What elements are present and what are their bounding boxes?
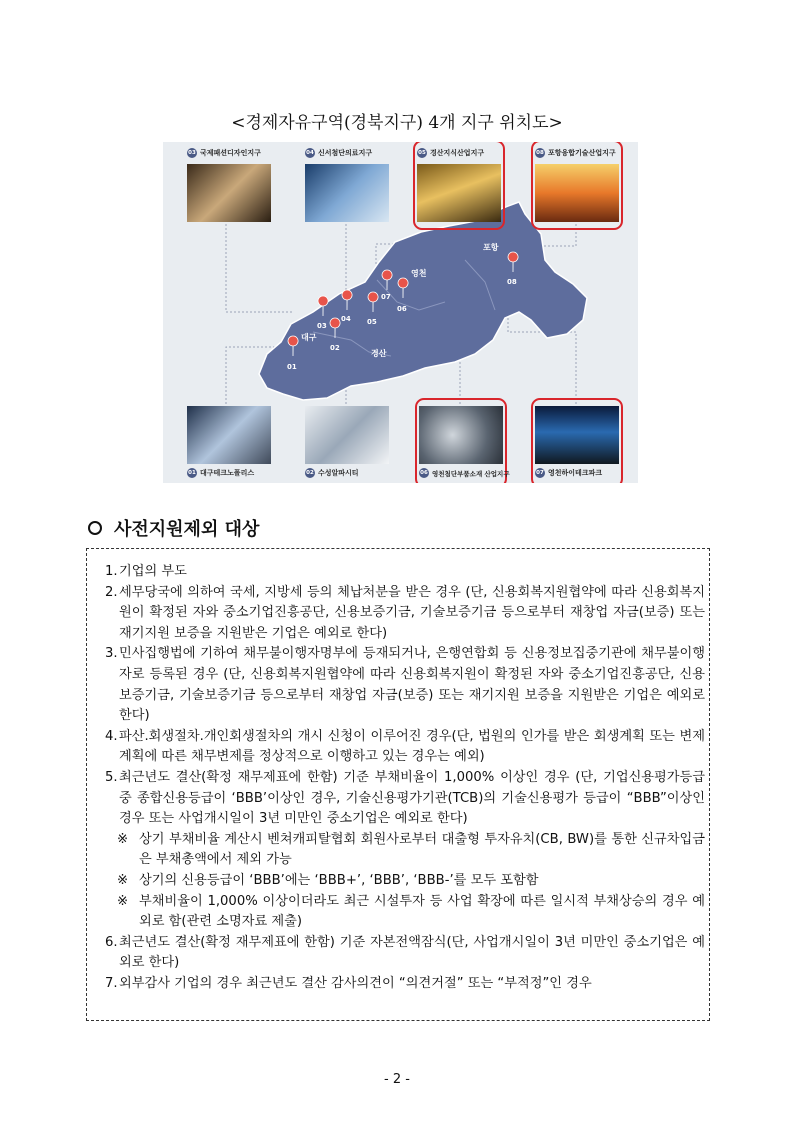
map-label-pohang: 포항 xyxy=(483,243,499,252)
sunset-photo xyxy=(535,164,619,222)
pin-label-06: 06 xyxy=(397,305,407,313)
section-heading xyxy=(88,515,259,541)
pin-label-07: 07 xyxy=(381,293,391,301)
pin-label-01: 01 xyxy=(287,363,297,371)
list-item: 4. 파산.회생절차.개인회생절차의 개시 신청이 이루어진 경우(단, 법원의 인가를 받은 회생계획 또는 변제계획에 따른 채무변제를 정상적으로 이행하고 있는 경우는 예외) xyxy=(105,728,705,765)
district-card-02: 02 수성알파시티 xyxy=(305,402,389,483)
map-label-daegu: 대구 xyxy=(301,333,317,342)
district-card-01: 01 대구테크노폴리스 xyxy=(187,402,271,483)
circle-bullet-icon xyxy=(88,521,102,535)
district-card-08: 08 포항융합기술산업지구 xyxy=(535,144,619,226)
list-item: 1. 기업의 부도 xyxy=(105,564,187,579)
office-photo xyxy=(305,406,389,464)
cockpit-photo xyxy=(535,406,619,464)
district-card-04: 04 신서첨단의료지구 xyxy=(305,144,389,226)
pin-label-08: 08 xyxy=(507,278,517,286)
figure-title: <경제자유구역(경북지구) 4개 지구 위치도> xyxy=(231,113,563,133)
district-card-05: 05 경산지식산업지구 xyxy=(417,144,501,226)
fashion-photo xyxy=(187,164,271,222)
pin-label-05: 05 xyxy=(367,318,377,326)
stadium-photo xyxy=(417,164,501,222)
district-card-03: 03 국제패션디자인지구 xyxy=(187,144,271,226)
section-title: 사전지원제외 대상 xyxy=(114,519,260,540)
list-item: 2. 세무당국에 의하여 국세, 지방세 등의 체납처분을 받은 경우 (단, 신용회복지원협약에 따라 신용회복지원이 확정된 자와 중소기업진흥공단, 신용보증기금, 기술보증기금 등으로부터 재창업 자금(보증) 또는 재기지원 보증을 지원받은 기업은 예외로 한다) xyxy=(105,584,705,641)
list-item: 7. 외부감사 기업의 경우 최근년도 결산 감사의견이 “의견거절” 또는 “부적정”인 경우 xyxy=(105,975,592,991)
map-label-gyeongsan: 경산 xyxy=(371,349,387,358)
pin-label-03: 03 xyxy=(317,322,327,330)
list-item: 3. 민사집행법에 기하여 채무불이행자명부에 등재되거나, 은행연합회 등 신용정보집중기관에 채무불이행자로 등록된 경우 (단, 신용회복지원협약에 따라 신용회복지원이 확정된 자와 중소기업진흥공단, 신용보증기금, 기술보증기금 등으로부터 재창업 자금(보증) 또는 재기지원 보증을 지원받은 기업은 예외로 한다) xyxy=(105,646,705,724)
pin-label-04: 04 xyxy=(341,315,351,323)
factory-photo xyxy=(187,406,271,464)
medical-photo xyxy=(305,164,389,222)
list-item: 5. 최근년도 결산(확정 재무제표에 한함) 기준 부채비율이 1,000% 이상인 경우 (단, 기업신용평가등급 중 종합신용등급이 ‘BBB’이상인 경우, 기술신용평가기관(TCB)의 기술신용평가 등급이 “BBB”이상인 경우 또는 사업개시일이 3년 미만인 중소기업은 예외로 한다) xyxy=(105,769,705,827)
note-item: ※ 상기 부채비율 계산시 벤쳐캐피탈협회 회원사로부터 대출형 투자유치(CB, BW)를 통한 신규차입금은 부채총액에서 제외 가능 xyxy=(117,831,705,868)
note-item: ※ 상기의 신용등급이 ‘BBB’에는 ‘BBB+’, ‘BBB’, ‘BBB-’를 모두 포함함 xyxy=(117,872,539,888)
page-number: - 2 - xyxy=(384,1072,410,1087)
district-card-07: 07 영천하이테크파크 xyxy=(535,402,619,483)
exclusion-list-box xyxy=(86,548,710,1021)
gears-photo xyxy=(419,406,503,464)
pin-label-02: 02 xyxy=(330,344,340,352)
location-map-figure xyxy=(163,142,638,483)
gyeongbuk-map-shape xyxy=(259,202,587,400)
note-item: ※ 부채비율이 1,000% 이상이더라도 최근 시설투자 등 사업 확장에 따른 일시적 부채상승의 경우 예외로 함(관련 소명자료 제출) xyxy=(117,893,705,930)
district-card-06: 06 영천첨단부품소재 산업지구 xyxy=(419,402,503,483)
map-label-yeongcheon: 영천 xyxy=(411,269,427,278)
list-item: 6. 최근년도 결산(확정 재무제표에 한함) 기준 자본전액잠식(단, 사업개시일이 3년 미만인 중소기업은 예외로 한다) xyxy=(105,934,705,971)
